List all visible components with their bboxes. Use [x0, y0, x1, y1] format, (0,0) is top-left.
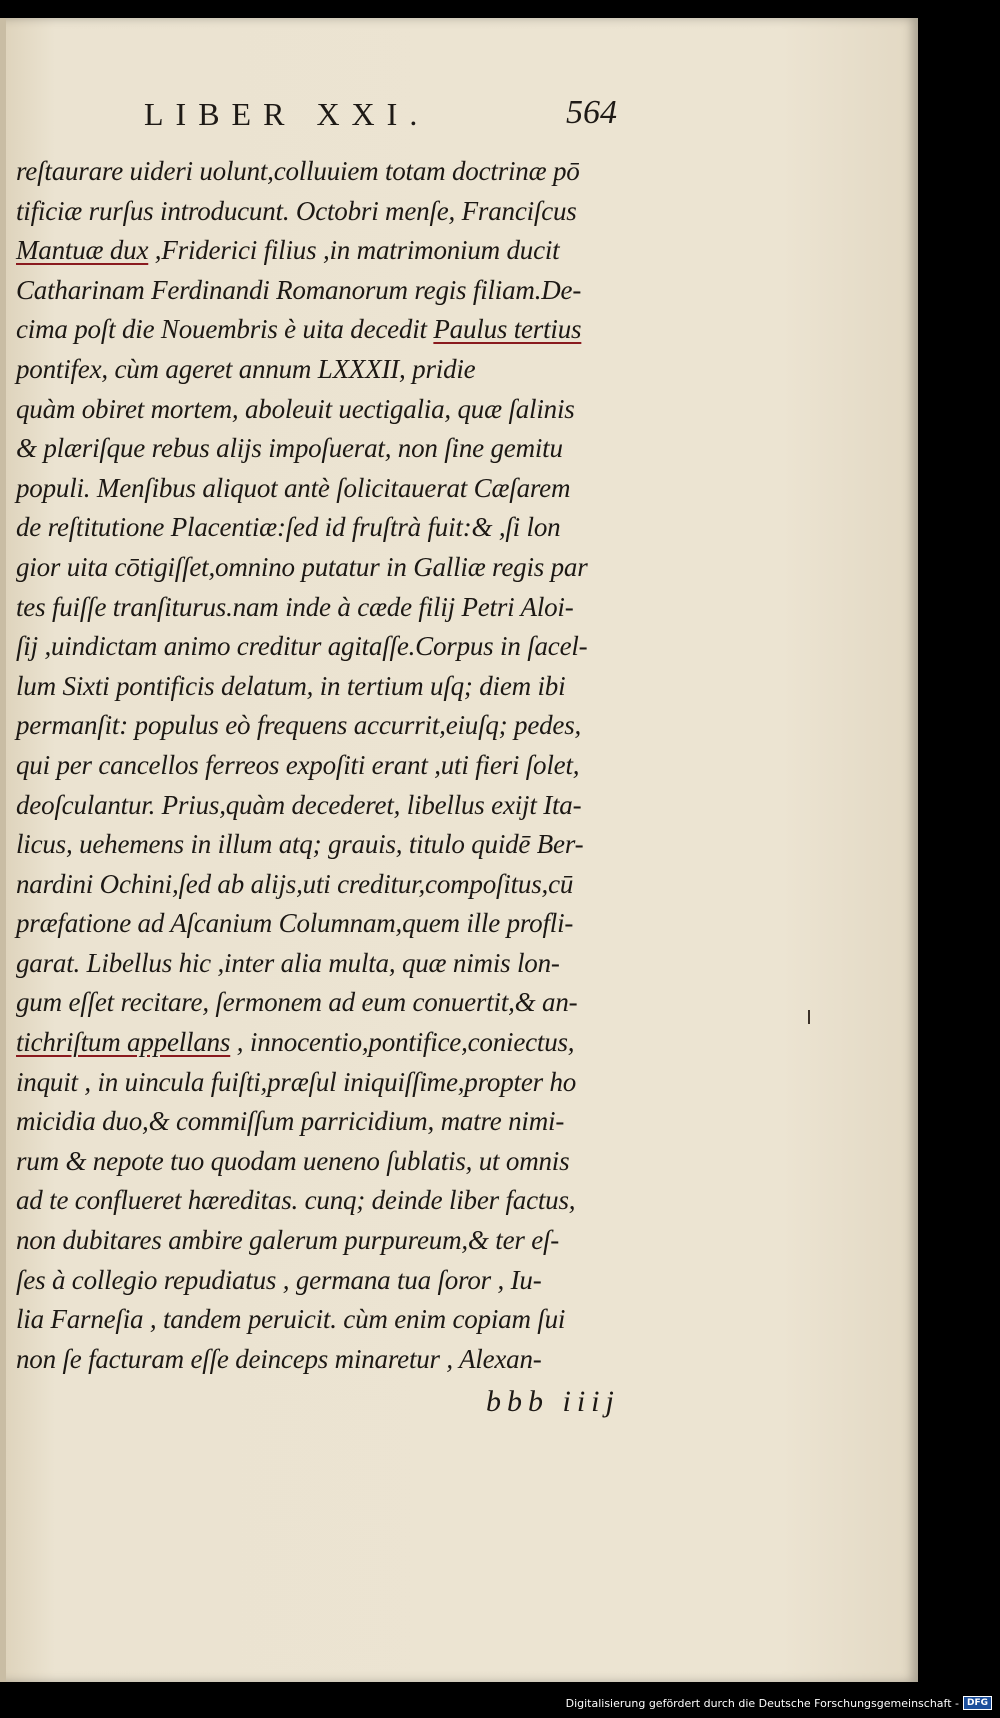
text-line: permanſit: populus eò frequens accurrit,eiuſq; pedes, — [16, 710, 582, 741]
page-number: 564 — [566, 94, 617, 131]
text-line: gior uita cōtigiſſet,omnino putatur in Galliæ regis par — [16, 551, 588, 582]
dfg-logo-icon: DFG — [963, 1696, 992, 1710]
text-line: non ſe facturam eſſe deinceps minaretur , Alexan- — [16, 1343, 542, 1374]
page-gutter — [0, 18, 6, 1682]
annotation-underline: Mantuæ dux — [16, 235, 149, 266]
text-line: cima poſt die Nouembris è uita decedit Paulus tertius — [16, 314, 582, 345]
text-line: Mantuæ dux ,Friderici filius ,in matrimonium ducit — [16, 235, 560, 266]
text-line: pontifex, cùm ageret annum LXXXII, pridie — [16, 353, 476, 384]
text-line: licus, uehemens in illum atq; grauis, titulo quidē Ber- — [16, 829, 584, 860]
text-line: populi. Menſibus aliquot antè ſolicitauerat Cæſarem — [16, 472, 571, 503]
text-line: tificiæ rurſus introducunt. Octobri menſe, Franciſcus — [16, 195, 577, 226]
text-line: deoſculantur. Prius,quàm decederet, libellus exijt Ita- — [16, 789, 582, 820]
text-line: nardini Ochini,ſed ab alijs,uti creditur,compoſitus,cū — [16, 868, 574, 899]
text-line: præfatione ad Aſcanium Columnam,quem ille profli- — [16, 908, 574, 939]
signature-mark: bbb iiij — [486, 1385, 620, 1418]
text-line: lum Sixti pontificis delatum, in tertium uſq; diem ibi — [16, 670, 566, 701]
text-line: quàm obiret mortem, aboleuit uectigalia, quæ ſalinis — [16, 393, 575, 424]
text-line: ſes à collegio repudiatus , germana tua ſoror , Iu- — [16, 1264, 542, 1295]
annotation-underline: tichriſtum appellans — [16, 1027, 231, 1058]
text-line: micidia duo,& commiſſum parricidium, matre nimi- — [16, 1106, 565, 1137]
text-line: garat. Libellus hic ,inter alia multa, quæ nimis lon- — [16, 947, 560, 978]
text-line: inquit , in uincula fuiſti,præſul iniquiſſime,propter ho — [16, 1066, 577, 1097]
text-line: lia Farneſia , tandem peruicit. cùm enim copiam ſui — [16, 1304, 566, 1335]
text-line: gum eſſet recitare, ſermonem ad eum conuertit,& an- — [16, 987, 578, 1018]
running-head — [0, 96, 918, 146]
text-line: Catharinam Ferdinandi Romanorum regis filiam.De- — [16, 274, 582, 305]
text-line: & plæriſque rebus alijs impoſuerat, non ſine gemitu — [16, 433, 563, 464]
text-line: tichriſtum appellans , innocentio,pontifice,coniectus, — [16, 1027, 575, 1058]
text-line: tes fuiſſe tranſiturus.nam inde à cæde filij Petri Aloi- — [16, 591, 574, 622]
running-head-title: LIBER XXI. — [144, 96, 430, 132]
body-text — [16, 152, 676, 1379]
annotation-underline: Paulus tertius — [433, 314, 582, 345]
margin-mark — [808, 1010, 810, 1024]
funding-credit: Digitalisierung gefördert durch die Deutsche Forschungsgemeinschaft - — [565, 1696, 959, 1710]
text-line: qui per cancellos ferreos expoſiti erant ,uti fieri ſolet, — [16, 749, 580, 780]
digitization-footer — [566, 1692, 992, 1714]
text-line: de reſtitutione Placentiæ:ſed id fruſtrà fuit:& ,ſi lon — [16, 512, 561, 543]
book-page — [0, 18, 918, 1682]
text-line: reſtaurare uideri uolunt,colluuiem totam doctrinæ pō — [16, 156, 580, 186]
text-line: ſij ,uindictam animo creditur agitaſſe.Corpus in ſacel- — [16, 631, 588, 662]
text-line: ad te conflueret hæreditas. cunq; deinde liber factus, — [16, 1185, 576, 1216]
text-line: non dubitares ambire galerum purpureum,& ter eſ- — [16, 1225, 560, 1256]
text-line: rum & nepote tuo quodam ueneno ſublatis, ut omnis — [16, 1145, 570, 1176]
